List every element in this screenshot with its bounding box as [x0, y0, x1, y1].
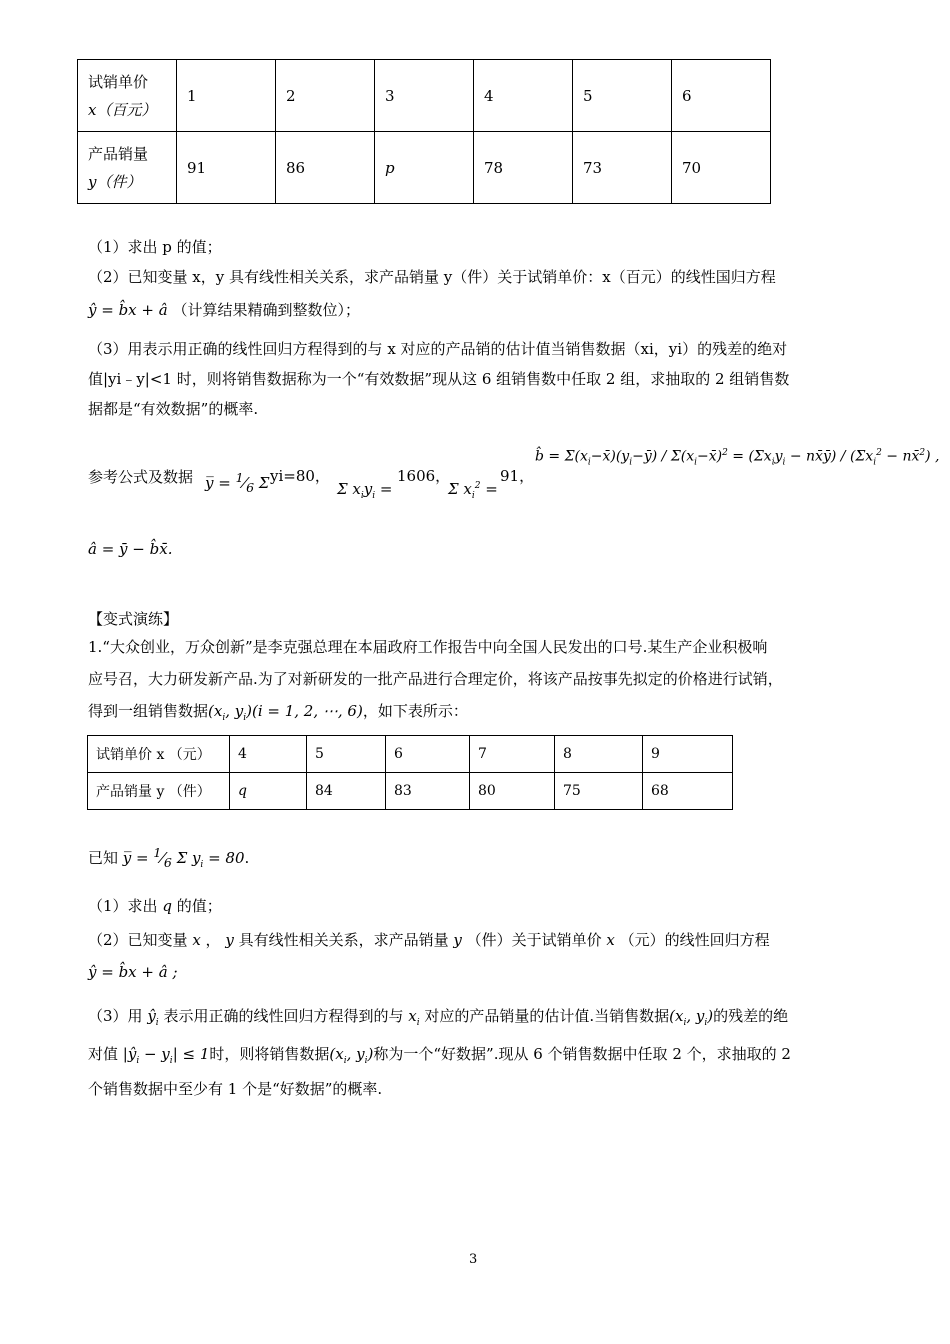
question-3-line-2: 值|yi﹣y|<1 时，则将销售数据称为一个“有效数据”现从这 6 组销售数中任取 2 组，求抽取的 2 组销售数: [88, 370, 790, 388]
table-cell: 86: [276, 132, 375, 204]
table-cell: 4: [474, 60, 573, 132]
exercise-1-line-2: 应号召，大力研发新产品.为了对新研发的一批产品进行合理定价，将该产品按事先拟定的价格进行试销，: [88, 670, 783, 688]
table-cell: 试销单价 x （元）: [88, 736, 230, 773]
a-hat-formula: â = ȳ − b̂x̄.: [88, 540, 173, 558]
regression-equation-2: ŷ = b̂x + â ;: [88, 963, 178, 981]
table-cell: 2: [276, 60, 375, 132]
question-2-note: （计算结果精确到整数位）；: [172, 301, 360, 319]
table-cell: 80: [470, 773, 555, 810]
table-cell: 91: [177, 132, 276, 204]
table-cell: 8: [555, 736, 643, 773]
table-cell: 5: [307, 736, 386, 773]
table-cell: 70: [672, 132, 771, 204]
table-cell: 6: [672, 60, 771, 132]
table-cell: 78: [474, 132, 573, 204]
table-cell: 73: [573, 132, 672, 204]
table-row: [88, 736, 733, 773]
mean-y-formula: y̅ = $^1⁄_6$ Σ: [205, 470, 270, 495]
exercise-q1: （1）求出 q 的值；: [88, 897, 222, 915]
table-cell: 试销单价 x（百元）: [78, 60, 177, 132]
exercise-1-line-1: 1.“大众创业，万众创新”是李克强总理在本届政府工作报告中向全国人民发出的口号.某生产企业积极响: [88, 638, 768, 656]
table-cell: 产品销量 y（件）: [78, 132, 177, 204]
table-row: [88, 773, 733, 810]
data-pair-formula: ($x_i$, $y_i)(i = 1$, 2, ⋯, 6): [208, 702, 363, 723]
b-hat-formula: b̂ = $\Sigma(x_i-x̄)(y_i-ȳ)$ / $\Sigma(x_i-x̄)^2 = (\Sigma x_iy_i$ − nx̄ȳ) / ($\Sigma x_i^2$ − nx̄$^2$) ,: [535, 448, 940, 468]
ref-value-3: 91，: [500, 467, 535, 485]
question-3-line-3: 据都是“有效数据”的概率.: [88, 400, 259, 418]
ref-value-1: yi=80，: [270, 467, 330, 485]
table-cell: 产品销量 y （件）: [88, 773, 230, 810]
table-cell: 6: [386, 736, 470, 773]
known-line: 已知 y̅ = $^1⁄_6$ Σ $y_i = 80$.: [88, 845, 250, 870]
price-sales-table-1: [77, 59, 771, 204]
exercise-q3-line-3: 个销售数据中至少有 1 个是“好数据”的概率.: [88, 1080, 383, 1098]
table-cell: 84: [307, 773, 386, 810]
mean-y-80-formula: y̅ = $^1⁄_6$ Σ $y_i = 80$: [118, 845, 245, 870]
table-row: [78, 132, 771, 204]
question-1: （1）求出 p 的值；: [88, 238, 222, 256]
price-sales-table-2: [87, 735, 733, 810]
table-cell: q: [230, 773, 307, 810]
table-cell: p: [375, 132, 474, 204]
exercise-q3-line-1: （3）用 $ŷ_i$ 表示用正确的线性回归方程得到的与 $x_i$ 对应的产品销量的估计值.当销售数据($x_i$, $y_i$)的残差的绝: [88, 1007, 789, 1028]
question-2: （2）已知变量 x，y 具有线性相关关系，求产品销量 y（件）关于试销单价：x（百元）的线性国归方程: [88, 268, 776, 286]
table-row: [78, 60, 771, 132]
sum-x2-formula: Σ $x_i^2$ =: [448, 480, 498, 501]
exercise-q2: （2）已知变量 x ， y 具有线性相关关系，求产品销量 y （件）关于试销单价 x （元）的线性回归方程: [88, 931, 770, 949]
regression-equation-formula: ŷ = b̂x + â: [88, 301, 168, 319]
table-cell: 83: [386, 773, 470, 810]
exercise-q3-line-2: 对值 $|ŷ_i - y_i| \le 1$时，则将销售数据($x_i$, $y_i$)称为一个“好数据”.现从 6 个销售数据中任取 2 个，求抽取的 2: [88, 1045, 791, 1066]
question-3-line-1: （3）用表示用正确的线性回归方程得到的与 x 对应的产品销的估计值当销售数据（xi，yi）的残差的绝对: [88, 340, 788, 358]
table-cell: 68: [643, 773, 733, 810]
table-cell: 4: [230, 736, 307, 773]
table-cell: 3: [375, 60, 474, 132]
reference-label: 参考公式及数据: [88, 468, 194, 486]
table-cell: 5: [573, 60, 672, 132]
exercise-1-line-3: 得到一组销售数据($x_i$, $y_i)(i = 1$, 2, ⋯, 6)，如下表所示：: [88, 702, 468, 723]
table-cell: 9: [643, 736, 733, 773]
page-number: 3: [469, 1252, 478, 1267]
table-cell: 1: [177, 60, 276, 132]
table-cell: 7: [470, 736, 555, 773]
question-2-formula-line: [88, 299, 360, 320]
ref-value-2: 1606，: [397, 467, 451, 485]
table-cell: 75: [555, 773, 643, 810]
sum-xy-formula: Σ $x_iy_i$ =: [337, 480, 393, 501]
section-title: 【变式演练】: [88, 610, 179, 628]
